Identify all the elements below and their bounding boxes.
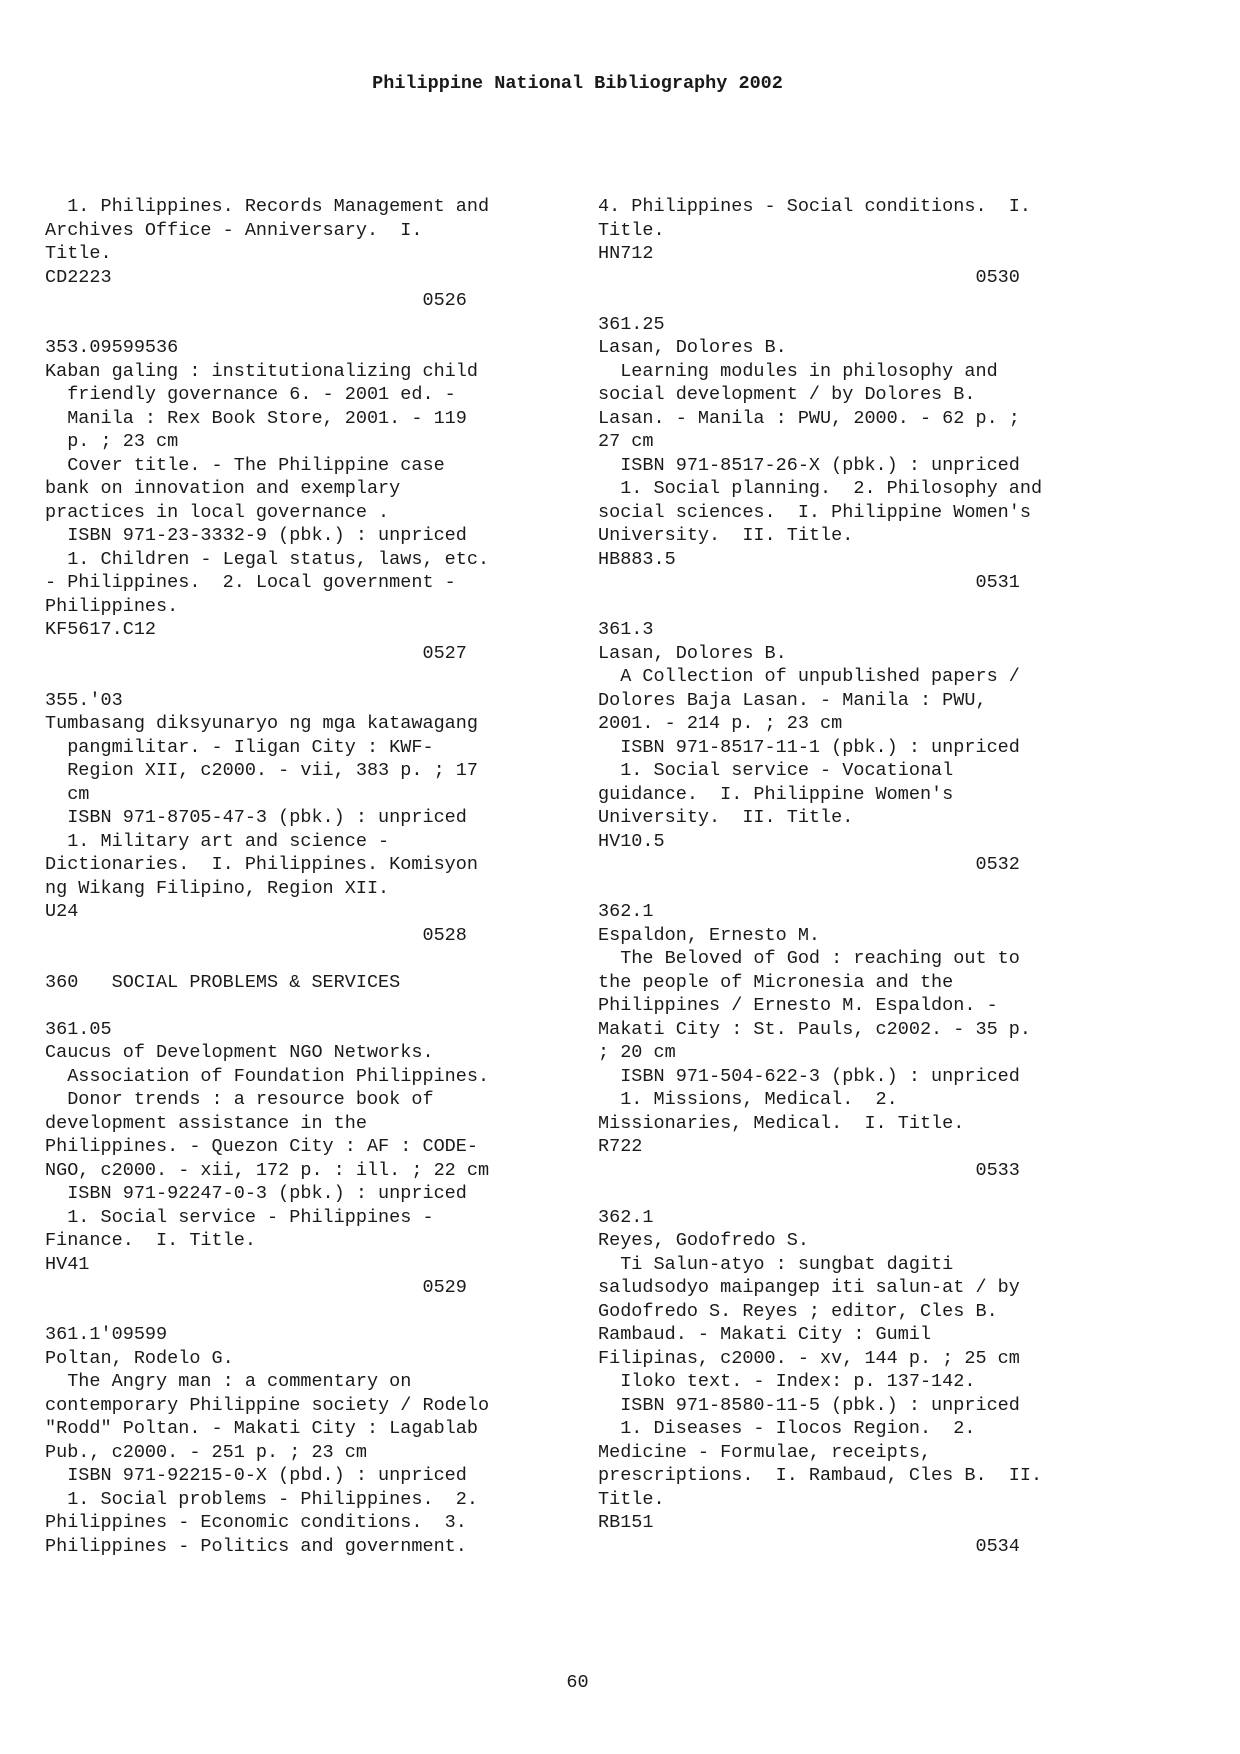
entry-line: development assistance in the — [45, 1112, 367, 1134]
entry-line: guidance. I. Philippine Women's — [598, 783, 954, 805]
entry-line: the people of Micronesia and the — [598, 971, 954, 993]
entry-line: Cover title. - The Philippine case — [45, 454, 445, 476]
entry-line — [598, 289, 1118, 313]
entry-line: saludsodyo maipangep iti salun-at / by — [598, 1277, 1020, 1298]
entry-line: 1. Missions, Medical. 2. — [598, 1089, 898, 1110]
entry-line: Dolores Baja Lasan. - Manila : PWU, — [598, 689, 987, 711]
entry-line: The Angry man : a commentary on — [45, 1371, 412, 1392]
entry-line: 0526 — [45, 290, 467, 311]
entry-line: Caucus of Development NGO Networks. — [45, 1042, 434, 1063]
page-number: 60 — [566, 1672, 589, 1693]
entry-line — [45, 665, 565, 689]
entry-line: Philippines / Ernesto M. Espaldon. - — [598, 995, 998, 1016]
entry-line: 361.3 — [598, 619, 654, 640]
entry-line: Makati City : St. Pauls, c2002. - 35 p. — [598, 1018, 1031, 1040]
entry-line: HV10.5 — [598, 830, 665, 852]
entry-line: ISBN 971-92247-0-3 (pbk.) : unpriced — [45, 1183, 467, 1204]
entry-line: ng Wikang Filipino, Region XII. — [45, 877, 390, 899]
entry-line — [598, 877, 1118, 901]
entry-line: Kaban galing : institutionalizing child — [45, 360, 478, 382]
entry-line: The Beloved of God : reaching out to — [598, 948, 1020, 969]
entry-line: Title. — [598, 1488, 665, 1510]
entry-line: 361.25 — [598, 313, 665, 335]
entry-line: Finance. I. Title. — [45, 1230, 256, 1251]
left-column — [45, 195, 565, 1558]
entry-line: 2001. - 214 p. ; 23 cm — [598, 713, 843, 734]
entry-line: 0527 — [45, 642, 467, 664]
entry-line: Missionaries, Medical. I. Title. — [598, 1112, 965, 1134]
entry-line: 1. Social service - Philippines - — [45, 1206, 434, 1228]
entry-line: Rambaud. - Makati City : Gumil — [598, 1324, 932, 1345]
entry-line: ; 20 cm — [598, 1042, 676, 1063]
entry-line: Reyes, Godofredo S. — [598, 1230, 809, 1251]
entry-line: practices in local governance . — [45, 501, 390, 523]
entry-line: 353.09599536 — [45, 337, 179, 358]
entry-line: HB883.5 — [598, 548, 676, 570]
entry-line: RB151 — [598, 1512, 654, 1533]
entry-line — [45, 947, 565, 971]
entry-line: 0533 — [598, 1159, 1020, 1181]
entry-line: Philippines. - Quezon City : AF : CODE- — [45, 1136, 478, 1157]
entry-line: Poltan, Rodelo G. — [45, 1347, 234, 1369]
entry-line: pangmilitar. - Iligan City : KWF- — [45, 736, 434, 758]
right-column — [598, 195, 1118, 1558]
entry-line: 361.1'09599 — [45, 1324, 168, 1345]
entry-line — [598, 1182, 1118, 1206]
entry-line: 1. Military art and science - — [45, 830, 390, 852]
entry-line: 0534 — [598, 1535, 1020, 1557]
entry-line: "Rodd" Poltan. - Makati City : Lagablab — [45, 1418, 478, 1439]
page-title: Philippine National Bibliography 2002 — [372, 73, 783, 94]
entry-line: 1. Children - Legal status, laws, etc. — [45, 548, 490, 570]
entry-line: 0528 — [45, 924, 467, 946]
entry-line — [45, 994, 565, 1018]
entry-line: prescriptions. I. Rambaud, Cles B. II. — [598, 1465, 1043, 1486]
entry-line: 362.1 — [598, 1206, 654, 1228]
entry-line — [45, 313, 565, 337]
entry-line: Philippines - Economic conditions. 3. — [45, 1512, 467, 1533]
entry-line: Tumbasang diksyunaryo ng mga katawagang — [45, 713, 478, 734]
entry-line: 360 SOCIAL PROBLEMS & SERVICES — [45, 971, 401, 993]
entry-line: ISBN 971-23-3332-9 (pbk.) : unpriced — [45, 525, 467, 546]
entry-line: 1. Diseases - Ilocos Region. 2. — [598, 1418, 976, 1439]
entry-line: 0532 — [598, 854, 1020, 875]
entry-line: ISBN 971-8517-26-X (pbk.) : unpriced — [598, 454, 1020, 476]
entry-line: Donor trends : a resource book of — [45, 1089, 434, 1110]
entry-line: NGO, c2000. - xii, 172 p. : ill. ; 22 cm — [45, 1159, 490, 1181]
entry-line: 1. Social service - Vocational — [598, 760, 954, 781]
entry-line: Philippines. — [45, 595, 179, 617]
entry-line: Medicine - Formulae, receipts, — [598, 1441, 932, 1463]
entry-line: Lasan, Dolores B. — [598, 337, 787, 358]
entry-line: bank on innovation and exemplary — [45, 478, 401, 499]
entry-line: Iloko text. - Index: p. 137-142. — [598, 1371, 976, 1392]
entry-line: A Collection of unpublished papers / — [598, 666, 1020, 687]
entry-line: CD2223 — [45, 266, 112, 288]
entry-line: social development / by Dolores B. — [598, 384, 976, 405]
entry-line: Lasan, Dolores B. — [598, 642, 787, 664]
entry-line: ISBN 971-504-622-3 (pbk.) : unpriced — [598, 1065, 1020, 1087]
entry-line: U24 — [45, 901, 79, 922]
entry-line: Godofredo S. Reyes ; editor, Cles B. — [598, 1300, 998, 1322]
entry-line: Learning modules in philosophy and — [598, 360, 998, 382]
entry-line: ISBN 971-92215-0-X (pbd.) : unpriced — [45, 1465, 467, 1486]
entry-line: 27 cm — [598, 431, 654, 452]
entry-line: 362.1 — [598, 901, 654, 922]
entry-line: 1. Social planning. 2. Philosophy and — [598, 478, 1043, 499]
entry-line: 4. Philippines - Social conditions. I. — [598, 196, 1031, 217]
entry-line — [45, 1300, 565, 1324]
entry-line: Lasan. - Manila : PWU, 2000. - 62 p. ; — [598, 407, 1020, 429]
entry-line: 0530 — [598, 266, 1020, 288]
entry-line: p. ; 23 cm — [45, 431, 179, 452]
entry-line: Dictionaries. I. Philippines. Komisyon — [45, 854, 478, 875]
entry-line: ISBN 971-8705-47-3 (pbk.) : unpriced — [45, 807, 467, 828]
entry-line: Pub., c2000. - 251 p. ; 23 cm — [45, 1441, 367, 1463]
entry-line: 355.'03 — [45, 689, 123, 711]
entry-line: social sciences. I. Philippine Women's — [598, 501, 1031, 523]
entry-line: 1. Social problems - Philippines. 2. — [45, 1488, 478, 1510]
entry-line: Ti Salun-atyo : sungbat dagiti — [598, 1253, 954, 1275]
entry-line: Manila : Rex Book Store, 2001. - 119 — [45, 407, 467, 429]
entry-line: 361.05 — [45, 1018, 112, 1040]
entry-line: Archives Office - Anniversary. I. — [45, 219, 423, 241]
entry-line: R722 — [598, 1136, 643, 1157]
entry-line: cm — [45, 783, 90, 805]
entry-line: friendly governance 6. - 2001 ed. - — [45, 384, 456, 405]
entry-line: Philippines - Politics and government. — [45, 1535, 467, 1557]
entry-line: HN712 — [598, 243, 654, 264]
entry-line: University. II. Title. — [598, 807, 854, 828]
entry-line: KF5617.C12 — [45, 619, 157, 640]
entry-line: ISBN 971-8580-11-5 (pbk.) : unpriced — [598, 1394, 1020, 1416]
entry-line: ISBN 971-8517-11-1 (pbk.) : unpriced — [598, 736, 1020, 758]
entry-line: Espaldon, Ernesto M. — [598, 924, 821, 946]
entry-line: Association of Foundation Philippines. — [45, 1065, 490, 1087]
entry-line: 0531 — [598, 572, 1020, 593]
entry-line: 0529 — [45, 1277, 467, 1298]
entry-line — [598, 595, 1118, 619]
entry-line: University. II. Title. — [598, 525, 854, 546]
entry-line: - Philippines. 2. Local government - — [45, 572, 456, 593]
entry-line: Filipinas, c2000. - xv, 144 p. ; 25 cm — [598, 1347, 1020, 1369]
entry-line: contemporary Philippine society / Rodelo — [45, 1394, 490, 1416]
entry-line: 1. Philippines. Records Management and — [45, 196, 490, 217]
entry-line: Title. — [45, 243, 112, 264]
entry-line: Title. — [598, 219, 665, 241]
entry-line: HV41 — [45, 1253, 90, 1275]
entry-line: Region XII, c2000. - vii, 383 p. ; 17 — [45, 760, 478, 781]
